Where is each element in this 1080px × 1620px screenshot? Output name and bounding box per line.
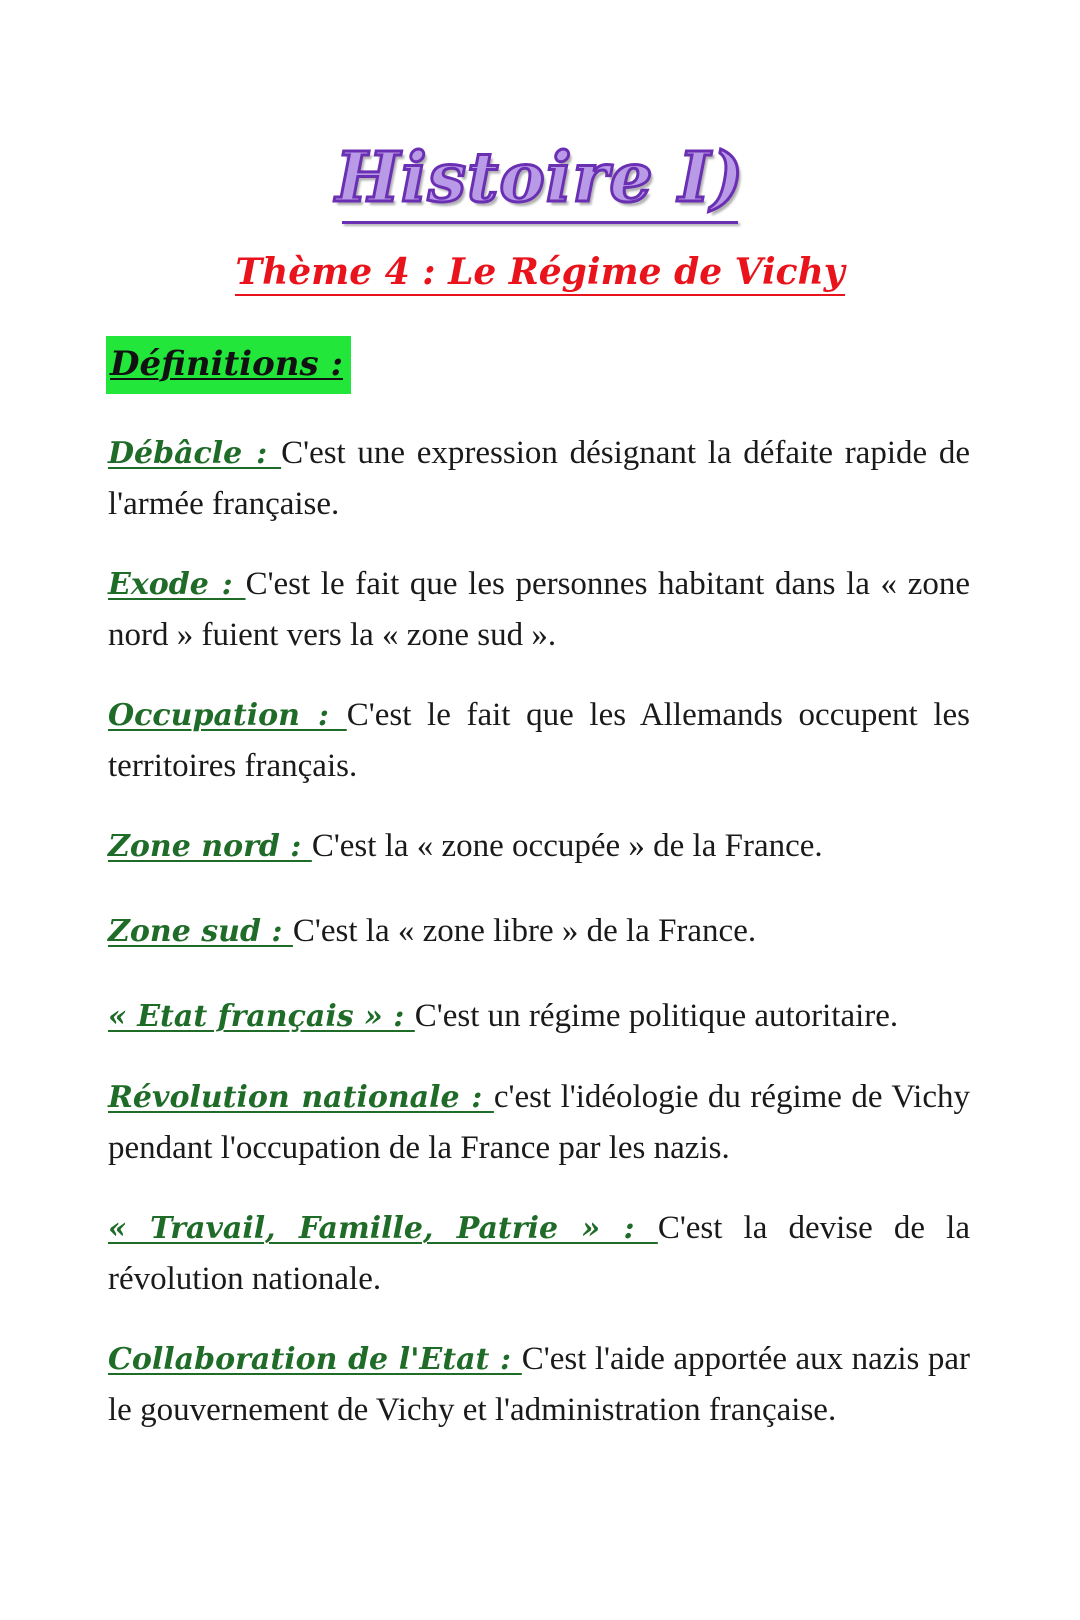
definition-term: Zone nord : (108, 829, 312, 864)
definition-term: « Travail, Famille, Patrie » : (108, 1211, 658, 1246)
definition-term: Occupation : (108, 698, 347, 733)
definition-text: c'est l'idéologie du régime de Vichy pendant l'occupation de la France par les nazis. (108, 1079, 970, 1166)
definition-occupation (108, 690, 970, 791)
definition-text: C'est la « zone libre » de la France. (292, 913, 757, 949)
definition-devise (108, 1203, 970, 1304)
subtitle-text: Thème 4 : Le Régime de Vichy (235, 251, 844, 296)
page-title: Histoire I) (335, 138, 745, 218)
section-heading: Définitions : (106, 336, 351, 394)
definition-term: Collaboration de l'Etat : (108, 1342, 522, 1377)
title-underline (342, 221, 738, 224)
definition-term: Zone sud : (108, 914, 293, 949)
definition-etat-francais (108, 991, 970, 1042)
definition-exode (108, 559, 970, 660)
definition-text: C'est l'aide apportée aux nazis par le gouvernement de Vichy et l'administration française. (108, 1341, 970, 1428)
definition-debacle (108, 428, 970, 529)
definition-term: « Etat français » : (108, 999, 415, 1034)
definition-text: C'est le fait que les Allemands occupent les territoires français. (108, 697, 970, 784)
definition-term: Débâcle : (108, 436, 282, 471)
definition-text: C'est le fait que les personnes habitant dans la « zone nord » fuient vers la « zone sud ». (108, 566, 970, 653)
definition-term: Révolution nationale : (108, 1080, 494, 1115)
definition-text: C'est une expression désignant la défaite rapide de l'armée française. (108, 435, 970, 522)
definition-term: Exode : (108, 567, 246, 602)
definition-text: C'est la devise de la révolution nationale. (108, 1210, 970, 1297)
subtitle (0, 248, 1080, 296)
definition-collaboration (108, 1334, 970, 1435)
definition-zone-sud (108, 906, 970, 957)
definition-text: C'est un régime politique autoritaire. (414, 998, 899, 1034)
definition-zone-nord (108, 821, 970, 872)
definition-text: C'est la « zone occupée » de la France. (311, 828, 823, 864)
definition-revolution-nationale (108, 1072, 970, 1173)
definitions-list (108, 428, 970, 1435)
